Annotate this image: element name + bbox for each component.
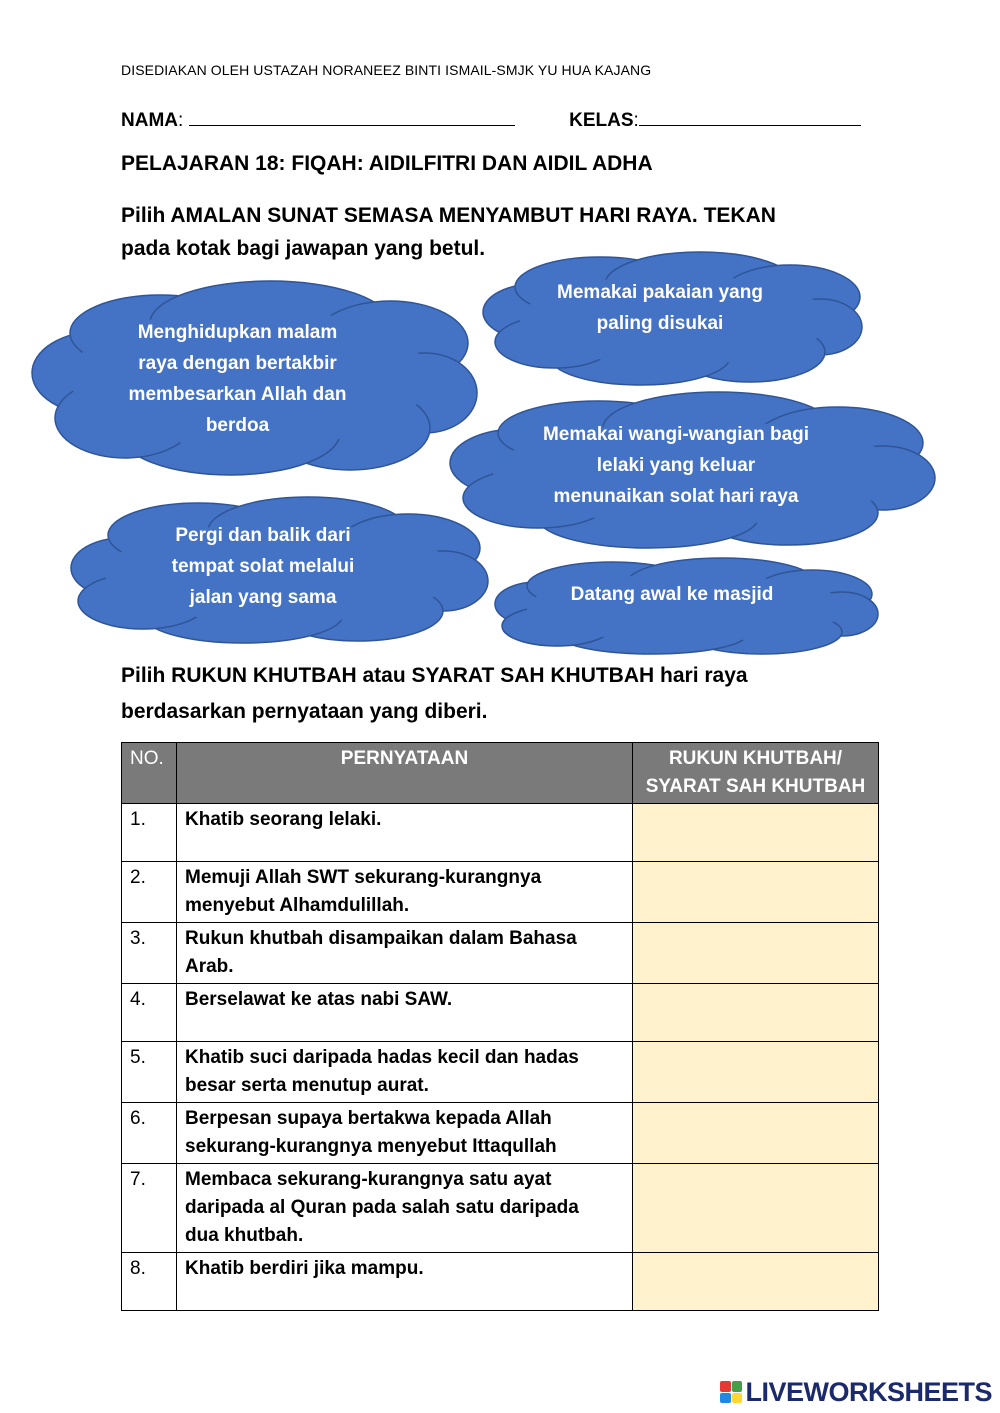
option-text: Memakai wangi-wangian bagi lelaki yang keluar menunaikan solat hari raya [542,424,810,507]
answer-cell[interactable] [633,1042,879,1103]
answer-cell[interactable] [633,984,879,1042]
table-row: 6. Berpesan supaya bertakwa kepada Allah sekurang-kurangnya menyebut Ittaqullah [122,1103,879,1164]
option-cloud-2[interactable] [480,252,870,387]
prepared-by-text: DISEDIAKAN OLEH USTAZAH NORANEEZ BINTI ISMAIL-SMJK YU HUA KAJANG [121,62,652,78]
option-text: Datang awal ke masjid [570,584,774,605]
liveworksheets-brand [720,1372,992,1412]
table-row: 1. Khatib seorang lelaki. [122,804,879,862]
table-row: 7. Membaca sekurang-kurangnya satu ayat daripada al Quran pada salah satu daripada dua khutbah. [122,1164,879,1253]
class-label: KELAS [569,110,634,131]
lesson-title: PELAJARAN 18: FIQAH: AIDILFITRI DAN AIDIL ADHA [121,152,653,175]
header-no: NO. [122,743,177,804]
answer-cell[interactable] [633,804,879,862]
option-text: Pergi dan balik dari tempat solat melalui jalan yang sama [171,525,355,608]
answer-cell[interactable] [633,1164,879,1253]
khutbah-table [121,742,879,1311]
table-row: 2. Memuji Allah SWT sekurang-kurangnya menyebut Alhamdulillah. [122,862,879,923]
name-class-row: NAMA: KELAS: [121,107,861,132]
table-row: 5. Khatib suci daripada hadas kecil dan hadas besar serta menutup aurat. [122,1042,879,1103]
answer-cell[interactable] [633,862,879,923]
liveworksheets-logo-icon [720,1381,742,1403]
name-label: NAMA [121,110,178,131]
brand-text: LIVEWORKSHEETS [745,1376,992,1407]
option-text: Menghidupkan malam raya dengan bertakbir membesarkan Allah dan berdoa [128,322,347,436]
option-text: Memakai pakaian yang paling disukai [557,282,763,334]
section2-instruction: Pilih RUKUN KHUTBAH atau SYARAT SAH KHUTBAH hari raya berdasarkan pernyataan yang diberi. [121,664,748,723]
table-row: 4. Berselawat ke atas nabi SAW. [122,984,879,1042]
table-row: 3. Rukun khutbah disampaikan dalam Bahasa Arab. [122,923,879,984]
name-blank-line [189,107,515,126]
header-answer: RUKUN KHUTBAH/ SYARAT SAH KHUTBAH [633,743,879,804]
section1-instruction: Pilih AMALAN SUNAT SEMASA MENYAMBUT HARI RAYA. TEKAN pada kotak bagi jawapan yang betul. [121,204,776,260]
option-cloud-4[interactable] [68,493,490,645]
table-row: 8. Khatib berdiri jika mampu. [122,1253,879,1311]
answer-cell[interactable] [633,1103,879,1164]
answer-cell[interactable] [633,1253,879,1311]
option-cloud-5[interactable] [492,556,882,656]
table-header-row [122,743,879,804]
class-blank-line [639,107,861,126]
answer-cell[interactable] [633,923,879,984]
header-statement: PERNYATAAN [177,743,633,804]
option-cloud-1[interactable] [30,278,480,478]
option-cloud-3[interactable] [448,388,940,550]
